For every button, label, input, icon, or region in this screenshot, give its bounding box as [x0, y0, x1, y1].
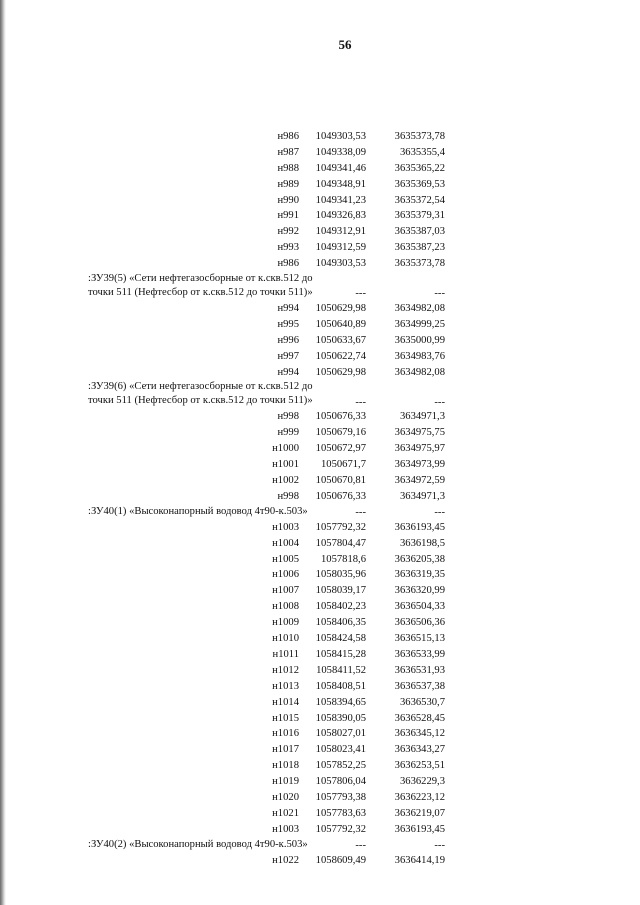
point-cell: н997 — [277, 350, 299, 362]
table-row — [88, 129, 445, 145]
point-cell: н992 — [277, 226, 299, 238]
table-row — [88, 425, 445, 441]
point-cell: н1004 — [272, 537, 299, 549]
table-row — [88, 536, 445, 552]
point-cell: н999 — [277, 427, 299, 439]
point-cell: н1005 — [272, 553, 299, 565]
y-coordinate-cell: --- — [434, 507, 445, 519]
point-cell: н993 — [277, 242, 299, 254]
x-coordinate-cell: 1058406,35 — [315, 617, 366, 629]
point-cell: н1001 — [272, 459, 299, 471]
table-row — [88, 679, 445, 695]
y-coordinate-cell: 3636515,13 — [394, 633, 445, 645]
x-coordinate-cell: 1057806,04 — [315, 776, 366, 788]
section-header-row — [88, 380, 445, 409]
point-cell: н1007 — [272, 585, 299, 597]
y-coordinate-cell: 3636531,93 — [394, 664, 445, 676]
y-coordinate-cell: 3636193,45 — [394, 521, 445, 533]
point-cell: н1020 — [272, 791, 299, 803]
point-cell: н1012 — [272, 664, 299, 676]
y-coordinate-cell: --- — [434, 839, 445, 851]
table-row — [88, 240, 445, 256]
x-coordinate-cell: 1049312,91 — [315, 226, 366, 238]
x-coordinate-cell: 1058390,05 — [315, 712, 366, 724]
y-coordinate-cell: 3634983,76 — [394, 350, 445, 362]
point-cell: н986 — [277, 131, 299, 142]
point-cell: н1006 — [272, 569, 299, 581]
table-row — [88, 441, 445, 457]
table-row — [88, 177, 445, 193]
x-coordinate-cell: 1049341,23 — [315, 194, 366, 206]
y-coordinate-cell: 3635373,78 — [394, 131, 445, 142]
y-coordinate-cell: 3636253,51 — [394, 760, 445, 772]
table-row — [88, 365, 445, 381]
table-row — [88, 742, 445, 758]
table-row — [88, 790, 445, 806]
x-coordinate-cell: 1058039,17 — [315, 585, 366, 597]
binding-edge — [0, 0, 6, 905]
x-coordinate-cell: 1057793,38 — [315, 791, 366, 803]
y-coordinate-cell: 3635387,03 — [394, 226, 445, 238]
coordinate-table — [88, 129, 445, 869]
point-cell: н1010 — [272, 633, 299, 645]
x-coordinate-cell: 1057792,32 — [315, 823, 366, 835]
y-coordinate-cell: 3634971,3 — [399, 411, 445, 423]
x-coordinate-cell: 1058394,65 — [315, 696, 366, 708]
x-coordinate-cell: 1058408,51 — [315, 680, 366, 692]
table-row — [88, 409, 445, 425]
point-cell: н995 — [277, 318, 299, 330]
section-header-row — [88, 272, 445, 301]
x-coordinate-cell: 1050629,98 — [315, 303, 366, 315]
table-row — [88, 711, 445, 727]
table-row — [88, 663, 445, 679]
x-coordinate-cell: 1049326,83 — [315, 210, 366, 222]
table-row — [88, 552, 445, 568]
table-row — [88, 301, 445, 317]
y-coordinate-cell: 3636537,38 — [394, 680, 445, 692]
x-coordinate-cell: --- — [355, 839, 366, 851]
point-cell: н1008 — [272, 601, 299, 613]
x-coordinate-cell: 1049312,59 — [315, 242, 366, 254]
y-coordinate-cell: 3636320,99 — [394, 585, 445, 597]
y-coordinate-cell: 3635355,4 — [399, 146, 445, 158]
y-coordinate-cell: 3635379,31 — [394, 210, 445, 222]
y-coordinate-cell: 3635387,23 — [394, 242, 445, 254]
table-row — [88, 489, 445, 505]
y-coordinate-cell: 3636205,38 — [394, 553, 445, 565]
table-row — [88, 583, 445, 599]
x-coordinate-cell: 1049303,53 — [315, 258, 366, 270]
table-row — [88, 224, 445, 240]
x-coordinate-cell: 1058035,96 — [315, 569, 366, 581]
x-coordinate-cell: 1050672,97 — [315, 443, 366, 455]
x-coordinate-cell: 1057818,6 — [320, 553, 366, 565]
section-header-row — [88, 838, 445, 853]
point-cell: н1015 — [272, 712, 299, 724]
table-row — [88, 726, 445, 742]
table-row — [88, 806, 445, 822]
point-cell: н1011 — [272, 648, 299, 660]
x-coordinate-cell: 1050676,33 — [315, 490, 366, 502]
section-title: :ЗУ39(6) «Сети нефтегазосборные от к.скв.512 до точки 511 (Нефтесбор от к.скв.512 до точки 511)» — [88, 381, 313, 407]
point-cell: н998 — [277, 490, 299, 502]
point-cell: н987 — [277, 146, 299, 158]
point-cell: н990 — [277, 194, 299, 206]
table-row — [88, 333, 445, 349]
point-cell: н1017 — [272, 744, 299, 756]
x-coordinate-cell: 1049303,53 — [315, 131, 366, 142]
y-coordinate-cell: 3634971,3 — [399, 490, 445, 502]
point-cell: н1000 — [272, 443, 299, 455]
point-cell: н996 — [277, 334, 299, 346]
point-cell: н1019 — [272, 776, 299, 788]
y-coordinate-cell: --- — [434, 288, 445, 300]
y-coordinate-cell: 3636223,12 — [394, 791, 445, 803]
point-cell: н1016 — [272, 728, 299, 740]
table-row — [88, 520, 445, 536]
y-coordinate-cell: 3635369,53 — [394, 178, 445, 190]
y-coordinate-cell: 3634973,99 — [394, 459, 445, 471]
page-number: 56 — [338, 37, 352, 52]
y-coordinate-cell: 3636533,99 — [394, 648, 445, 660]
table-row — [88, 822, 445, 838]
point-cell: н994 — [277, 303, 299, 315]
table-row — [88, 853, 445, 869]
y-coordinate-cell: 3634972,59 — [394, 475, 445, 487]
table-row — [88, 145, 445, 161]
table-row — [88, 567, 445, 583]
x-coordinate-cell: 1058402,23 — [315, 601, 366, 613]
point-cell: н1021 — [272, 807, 299, 819]
x-coordinate-cell: 1050640,89 — [315, 318, 366, 330]
y-coordinate-cell: 3634982,08 — [394, 366, 445, 378]
y-coordinate-cell: 3636345,12 — [394, 728, 445, 740]
table-row — [88, 193, 445, 209]
table-row — [88, 647, 445, 663]
y-coordinate-cell: 3635373,78 — [394, 258, 445, 270]
table-row — [88, 256, 445, 272]
table-row — [88, 695, 445, 711]
x-coordinate-cell: 1057852,25 — [315, 760, 366, 772]
x-coordinate-cell: 1049338,09 — [315, 146, 366, 158]
y-coordinate-cell: 3636229,3 — [399, 776, 445, 788]
section-title: :ЗУ39(5) «Сети нефтегазосборные от к.скв.512 до точки 511 (Нефтесбор от к.скв.512 до точки 511)» — [88, 273, 313, 298]
table-row — [88, 317, 445, 333]
point-cell: н1002 — [272, 475, 299, 487]
x-coordinate-cell: --- — [355, 288, 366, 300]
y-coordinate-cell: 3636528,45 — [394, 712, 445, 724]
x-coordinate-cell: 1057792,32 — [315, 521, 366, 533]
table-row — [88, 208, 445, 224]
x-coordinate-cell: 1058027,01 — [315, 728, 366, 740]
table-row — [88, 473, 445, 489]
table-row — [88, 349, 445, 365]
point-cell: н1009 — [272, 617, 299, 629]
point-cell: н994 — [277, 366, 299, 378]
y-coordinate-cell: 3636343,27 — [394, 744, 445, 756]
y-coordinate-cell: 3636219,07 — [394, 807, 445, 819]
y-coordinate-cell: 3636504,33 — [394, 601, 445, 613]
x-coordinate-cell: 1057783,63 — [315, 807, 366, 819]
y-coordinate-cell: 3636506,36 — [394, 617, 445, 629]
point-cell: н1013 — [272, 680, 299, 692]
point-cell: н988 — [277, 162, 299, 174]
point-cell: н986 — [277, 258, 299, 270]
x-coordinate-cell: 1058424,58 — [315, 633, 366, 645]
x-coordinate-cell: 1050671,7 — [320, 459, 366, 471]
x-coordinate-cell: 1050629,98 — [315, 366, 366, 378]
table-row — [88, 599, 445, 615]
x-coordinate-cell: 1050676,33 — [315, 411, 366, 423]
x-coordinate-cell: 1058411,52 — [316, 664, 366, 676]
table-row — [88, 457, 445, 473]
y-coordinate-cell: 3634999,25 — [394, 318, 445, 330]
x-coordinate-cell: 1058415,28 — [315, 648, 366, 660]
table-row — [88, 774, 445, 790]
x-coordinate-cell: 1049341,46 — [315, 162, 366, 174]
point-cell: н1003 — [272, 521, 299, 533]
y-coordinate-cell: --- — [434, 396, 445, 408]
y-coordinate-cell: 3636530,7 — [399, 696, 445, 708]
table-row — [88, 758, 445, 774]
point-cell: н991 — [277, 210, 299, 222]
y-coordinate-cell: 3635372,54 — [394, 194, 445, 206]
x-coordinate-cell: 1050633,67 — [315, 334, 366, 346]
x-coordinate-cell: 1057804,47 — [315, 537, 366, 549]
y-coordinate-cell: 3634975,75 — [394, 427, 445, 439]
x-coordinate-cell: --- — [355, 396, 366, 408]
y-coordinate-cell: 3634975,97 — [394, 443, 445, 455]
point-cell: н1022 — [272, 854, 299, 866]
x-coordinate-cell: 1050670,81 — [315, 475, 366, 487]
section-title: :ЗУ40(1) «Высоконапорный водовод 4т90-к.503» — [88, 505, 308, 517]
x-coordinate-cell: 1058609,49 — [315, 854, 366, 866]
y-coordinate-cell: 3636414,19 — [394, 854, 445, 866]
y-coordinate-cell: 3636193,45 — [394, 823, 445, 835]
point-cell: н989 — [277, 178, 299, 190]
y-coordinate-cell: 3634982,08 — [394, 303, 445, 315]
table-row — [88, 615, 445, 631]
x-coordinate-cell: 1049348,91 — [315, 178, 366, 190]
point-cell: н1014 — [272, 696, 299, 708]
point-cell: н998 — [277, 411, 299, 423]
x-coordinate-cell: 1050679,16 — [315, 427, 366, 439]
section-header-row — [88, 505, 445, 520]
y-coordinate-cell: 3636198,5 — [399, 537, 445, 549]
table-row — [88, 631, 445, 647]
x-coordinate-cell: 1050622,74 — [315, 350, 366, 362]
x-coordinate-cell: 1058023,41 — [315, 744, 366, 756]
y-coordinate-cell: 3636319,35 — [394, 569, 445, 581]
table-row — [88, 161, 445, 177]
y-coordinate-cell: 3635365,22 — [394, 162, 445, 174]
y-coordinate-cell: 3635000,99 — [394, 334, 445, 346]
point-cell: н1018 — [272, 760, 299, 772]
section-title: :ЗУ40(2) «Высоконапорный водовод 4т90-к.503» — [88, 838, 308, 850]
point-cell: н1003 — [272, 823, 299, 835]
x-coordinate-cell: --- — [355, 507, 366, 519]
